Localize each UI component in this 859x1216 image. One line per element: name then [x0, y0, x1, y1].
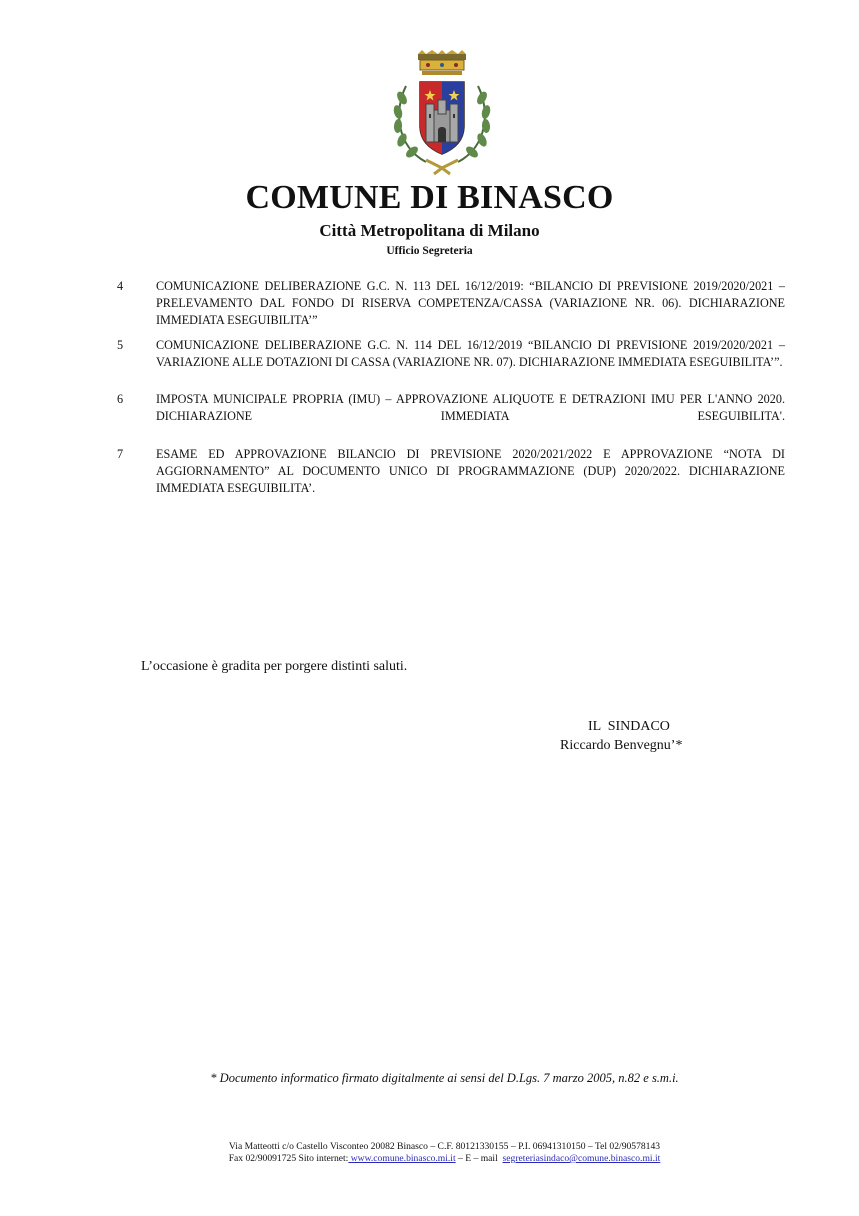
- website-link[interactable]: www.comune.binasco.mi.it: [348, 1153, 456, 1164]
- ribbon-icon: [426, 160, 458, 174]
- agenda-item-text: ESAME ED APPROVAZIONE BILANCIO DI PREVISIONE 2020/2021/2022 E APPROVAZIONE “NOTA DI AGGIORNAMENTO” AL DOCUMENTO UNICO DI PROGRAMMAZIONE (DUP) 2020/2022. DICHIARAZIONE IMMEDIATA ESEGUIBILITA’.: [156, 447, 785, 495]
- agenda-item: [117, 278, 785, 329]
- agenda-item-text: COMUNICAZIONE DELIBERAZIONE G.C. N. 114 DEL 16/12/2019 “BILANCIO DI PREVISIONE 2019/2020/2021 – VARIAZIONE ALLE DOTAZIONI DI CASSA (VARIAZIONE NR. 07). DICHIARAZIONE IMMEDIATA ESEGUIBILITA’”.: [156, 338, 785, 369]
- coat-of-arms: [386, 50, 498, 178]
- footer-fax: Fax 02/90091725 Sito internet:: [228, 1153, 349, 1164]
- agenda-list: [117, 278, 785, 497]
- crown-icon: [418, 50, 466, 75]
- page-subtitle: Città Metropolitana di Milano: [319, 221, 540, 240]
- closing-text: L’occasione è gradita per porgere distinti saluti.: [141, 659, 408, 674]
- footer-address: Via Matteotti c/o Castello Visconteo 20082 Binasco – C.F. 80121330155 – P.I. 06941310150 – Tel 02/90578143: [228, 1141, 661, 1152]
- agenda-item-number: 7: [117, 447, 124, 461]
- digital-signature-note: * Documento informatico firmato digitalmente ai sensi del D.Lgs. 7 marzo 2005, n.82 e s.m.i.: [210, 1071, 679, 1085]
- email-link[interactable]: segreteriasindaco@comune.binasco.mi.it: [502, 1153, 661, 1164]
- agenda-item-text: COMUNICAZIONE DELIBERAZIONE G.C. N. 113 DEL 16/12/2019: “BILANCIO DI PREVISIONE 2019/2020/2021 – PRELEVAMENTO DAL FONDO DI RISERVA COMPETENZA/CASSA (VARIAZIONE NR. 06). DICHIARAZIONE IMMEDIATA ESEGUIBILITA’”: [156, 279, 785, 327]
- agenda-item-text: IMPOSTA MUNICIPALE PROPRIA (IMU) – APPROVAZIONE ALIQUOTE E DETRAZIONI IMU PER L'ANNO 2020. DICHIARAZIONE IMMEDIATA ESEGUIBILITA'.: [156, 392, 785, 423]
- agenda-item-number: 6: [117, 392, 124, 406]
- agenda-item: [117, 446, 785, 497]
- footer-email-label: – E – mail: [455, 1153, 503, 1164]
- page-footer: [0, 1141, 859, 1165]
- agenda-item: [117, 337, 785, 371]
- signature-name: Riccardo Benvegnu’*: [560, 738, 683, 753]
- shield-icon: [420, 82, 464, 154]
- footer-contacts: [0, 1153, 859, 1165]
- agenda-item-number: 5: [117, 338, 124, 352]
- signature-role: IL SINDACO: [588, 719, 670, 734]
- agenda-item-number: 4: [117, 279, 124, 293]
- page-title: COMUNE DI BINASCO: [245, 179, 614, 216]
- agenda-item: [117, 391, 785, 425]
- signature-block: [560, 717, 760, 755]
- office-name: Ufficio Segreteria: [386, 245, 473, 257]
